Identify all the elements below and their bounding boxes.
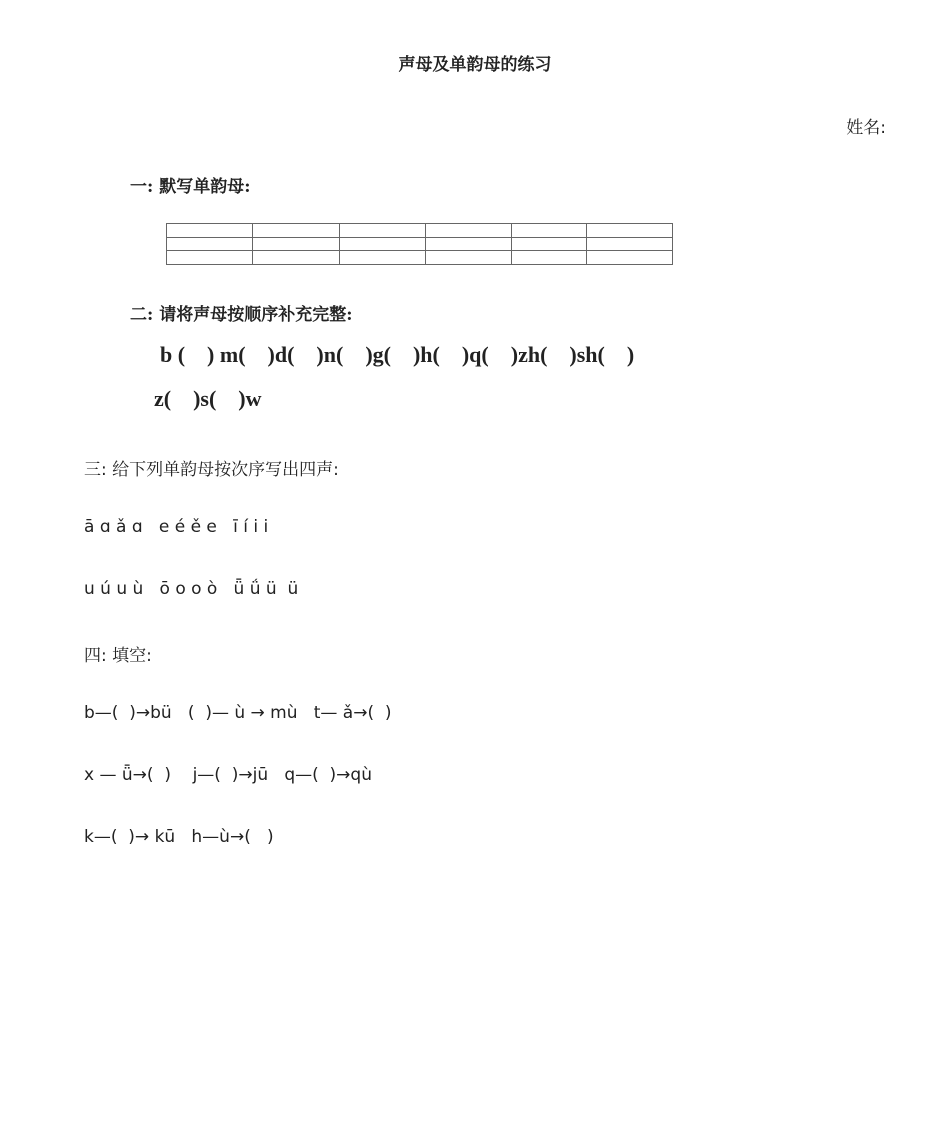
fill-line-1: b—( )→bü ( )— ù → mù t— ǎ→( ) — [84, 703, 392, 723]
grid-cell — [167, 237, 253, 251]
fill-line-3: k—( )→ kū h—ù→( ) — [84, 827, 274, 847]
initials-line-2: z( )s( )w — [154, 386, 262, 411]
fill-line-2: x — ǖ→( ) j—( )→jū q—( )→qù — [84, 765, 372, 785]
grid-cell — [425, 251, 511, 265]
tones-line-1: ā ɑ ǎ ɑ e é ě e ī í i i — [84, 517, 269, 537]
grid-cell — [586, 224, 672, 238]
name-label: 姓名: — [846, 118, 886, 138]
grid-cell — [425, 224, 511, 238]
grid-cell — [339, 251, 425, 265]
grid-row — [167, 224, 673, 238]
grid-cell — [339, 237, 425, 251]
section2-heading: 二: 请将声母按顺序补充完整: — [130, 305, 353, 325]
section4-heading: 四: 填空: — [84, 646, 152, 666]
grid-row — [167, 237, 673, 251]
tones-line-2: u ú u ù ō o o ò ǖ ǘ ü ü — [84, 579, 299, 599]
grid-cell — [512, 224, 586, 238]
page-title: 声母及单韵母的练习 — [398, 55, 552, 75]
grid-cell — [253, 251, 339, 265]
section3-heading: 三: 给下列单韵母按次序写出四声: — [84, 460, 339, 480]
grid-row — [167, 251, 673, 265]
grid-cell — [512, 237, 586, 251]
vowel-writing-grid — [166, 223, 673, 265]
grid-cell — [253, 224, 339, 238]
grid-cell — [339, 224, 425, 238]
grid-cell — [425, 237, 511, 251]
grid-cell — [167, 251, 253, 265]
section1-heading: 一: 默写单韵母: — [130, 177, 251, 197]
initials-line-1: b ( ) m( )d( )n( )g( )h( )q( )zh( )sh( ) — [160, 342, 635, 367]
grid-cell — [512, 251, 586, 265]
grid-cell — [167, 224, 253, 238]
grid-cell — [586, 251, 672, 265]
grid-cell — [586, 237, 672, 251]
grid-cell — [253, 237, 339, 251]
